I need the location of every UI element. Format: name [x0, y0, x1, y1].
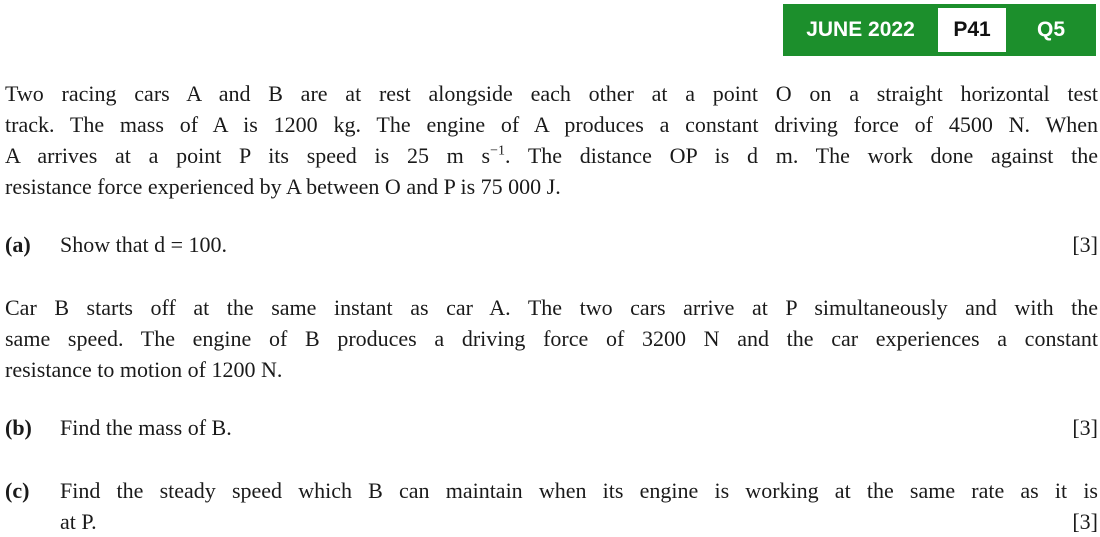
part-a-text: Show that d = 100.: [60, 232, 228, 257]
intro-line-4: resistance force experienced by A between O and P is 75 000 J.: [5, 174, 561, 199]
intro-line-1: Two racing cars A and B are at rest alongside each other at a point O on a straight horizontal test: [5, 81, 1098, 106]
part-b-label: (b): [5, 415, 32, 440]
intro-paragraph: [5, 78, 1098, 202]
part-c-marks: [3]: [1072, 509, 1098, 534]
intro-line-2: track. The mass of A is 1200 kg. The engine of A produces a constant driving force of 4500 N. When: [5, 112, 1098, 137]
part-c: [5, 475, 1098, 537]
part-b-text: Find the mass of B.: [60, 415, 232, 440]
middle-paragraph: [5, 292, 1098, 385]
part-a-label: (a): [5, 232, 31, 257]
question-badge: [783, 4, 1096, 56]
intro-line-3: [5, 140, 1098, 171]
middle-line-2: same speed. The engine of B produces a driving force of 3200 N and the car experiences a constant: [5, 326, 1098, 351]
part-c-label: (c): [5, 478, 30, 503]
part-c-line-1: Find the steady speed which B can maintain when its engine is working at the same rate as it is: [60, 478, 1098, 503]
part-a-marks: [3]: [1072, 232, 1098, 257]
part-a: [5, 229, 1098, 260]
intro-line-3-start: A arrives at a point P its speed is 25 m s: [5, 143, 491, 168]
part-b: [5, 412, 1098, 443]
unit-superscript: −1: [490, 143, 505, 159]
badge-paper: P41: [938, 4, 1006, 56]
intro-line-3-end: . The distance OP is d m. The work done against the: [504, 143, 1098, 168]
part-b-marks: [3]: [1072, 415, 1098, 440]
middle-line-3: resistance to motion of 1200 N.: [5, 357, 283, 382]
middle-line-1: Car B starts off at the same instant as car A. The two cars arrive at P simultaneously and with the: [5, 295, 1098, 320]
badge-session: JUNE 2022: [783, 4, 938, 56]
part-c-text: [60, 475, 1098, 537]
part-c-line-2: at P.: [60, 509, 97, 534]
badge-question: Q5: [1006, 4, 1096, 56]
